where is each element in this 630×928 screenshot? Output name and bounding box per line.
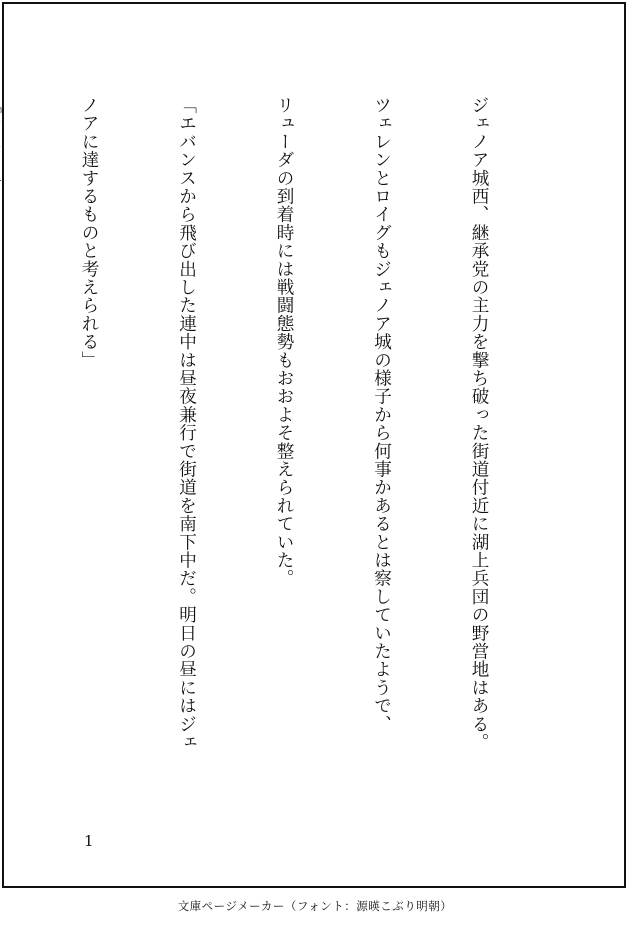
vertical-text-body [74,96,560,786]
page-number: 1 [84,832,94,850]
page-frame [2,2,626,888]
text-line: リューダの到着時には戦闘態勢もおおよそ整えられていた。 [274,96,294,588]
text-line: ノアに達するものと考えられる」 [79,96,99,369]
text-line: ジェノア城西、継承党の主力を撃ち破った街道付近に湖上兵団の野営地はある。 [469,96,489,752]
text-line: ツェレンとロイグもジェノア城の様子から何事かあるとは察していたようで、 [371,96,392,733]
text-line [0,96,8,786]
text-line: 「エバンスから飛び出した連中は昼夜兼行で街道を南下中だ。明日の昼にはジェ [176,96,197,752]
footer-credit: 文庫ページメーカー（フォント：源暎こぶり明朝） [177,899,453,913]
